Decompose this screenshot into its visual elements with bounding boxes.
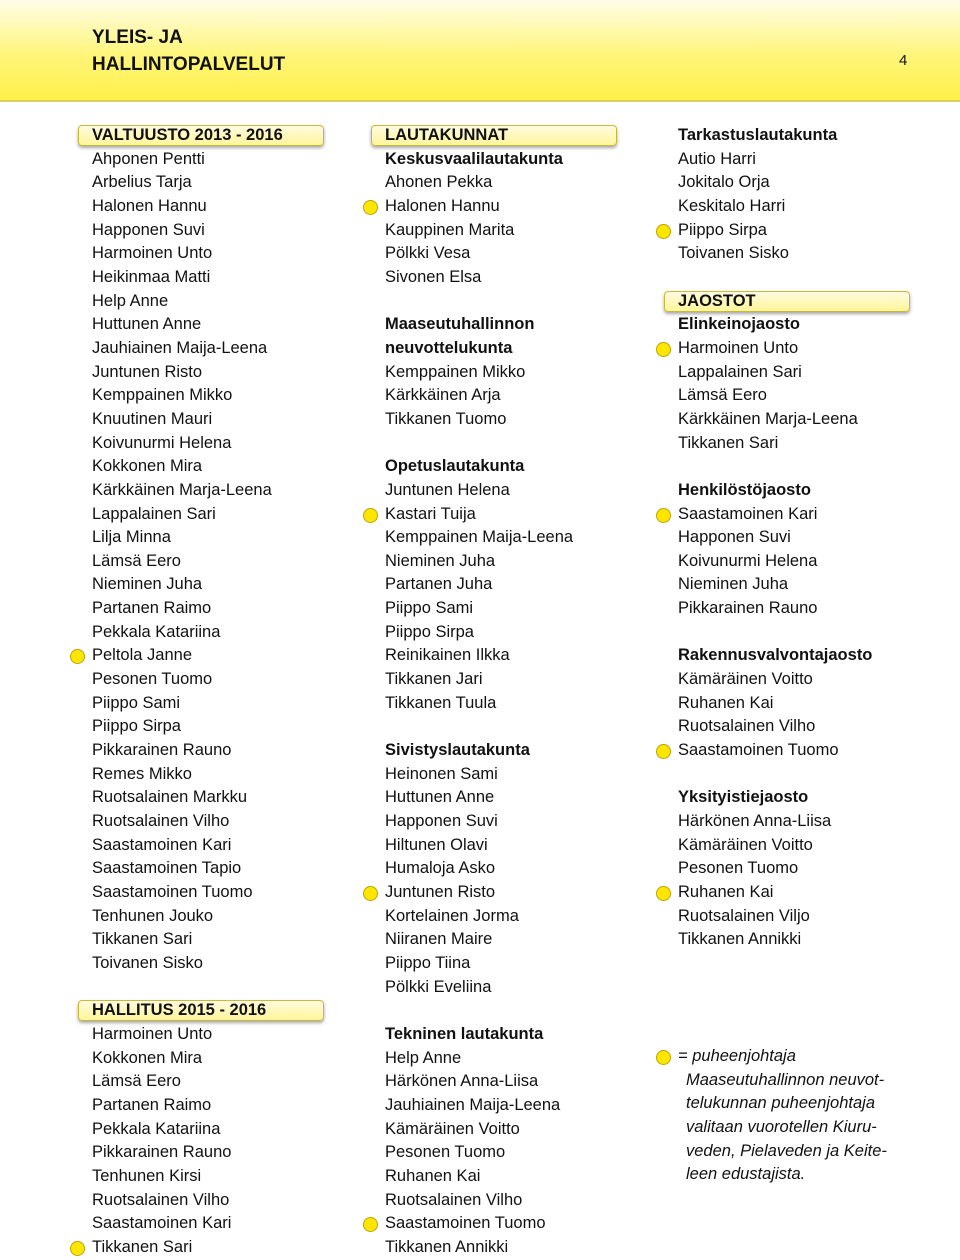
list-item	[678, 810, 872, 834]
list-item	[92, 644, 283, 668]
building-division-heading: Rakennusvalvontajaosto	[678, 646, 873, 665]
member-name: Saastamoinen Kari	[92, 835, 232, 854]
list-item	[385, 692, 573, 716]
chair-dot-icon	[70, 649, 85, 664]
member-name: Saastamoinen Tuomo	[92, 883, 253, 901]
chair-dot-icon	[363, 1217, 378, 1232]
list-item	[92, 715, 283, 739]
member-name: Toivanen Sisko	[678, 244, 789, 263]
list-item	[678, 526, 872, 550]
member-name: Ruhanen Kai	[678, 693, 774, 712]
technical-board-heading: Tekninen lautakunta	[385, 1024, 544, 1043]
culture-board-heading: Sivistyslautakunta	[385, 741, 530, 760]
list-item	[385, 479, 573, 503]
personnel-division-list	[678, 503, 872, 621]
list-item	[385, 219, 573, 243]
member-name: Halonen Hannu	[92, 196, 207, 215]
list-item	[385, 763, 573, 787]
list-item	[385, 668, 573, 692]
member-name: Härkönen Anna-Liisa	[678, 812, 832, 831]
list-item	[92, 337, 283, 361]
list-item	[678, 384, 872, 408]
list-item	[92, 290, 283, 314]
list-item	[678, 148, 872, 172]
board-member-list	[92, 1023, 283, 1260]
list-item	[678, 597, 872, 621]
member-name: Tenhunen Jouko	[92, 906, 214, 925]
list-item	[678, 834, 872, 858]
list-item	[678, 361, 872, 385]
list-item	[385, 1165, 573, 1189]
list-item	[385, 1094, 573, 1118]
member-name: Autio Harri	[678, 149, 756, 168]
rural-board-heading-1: Maaseutuhallinnon	[385, 315, 535, 334]
list-item	[678, 928, 872, 952]
member-name: Kokkonen Mira	[92, 1048, 203, 1067]
member-name: Ahponen Pentti	[92, 149, 205, 168]
list-item	[678, 715, 872, 739]
list-item	[385, 361, 573, 385]
list-item	[92, 597, 283, 621]
member-name: Kortelainen Jorma	[385, 906, 519, 925]
member-name: Tikkanen Annikki	[678, 930, 802, 949]
member-name: Happonen Suvi	[678, 528, 791, 547]
spacer	[678, 621, 872, 645]
list-item	[385, 810, 573, 834]
member-name: Sivonen Elsa	[385, 267, 482, 286]
member-name: Jauhiainen Maija-Leena	[385, 1095, 561, 1114]
member-name: Kämäräinen Voitto	[385, 1119, 520, 1138]
list-item	[385, 905, 573, 929]
technical-board-list	[385, 1047, 573, 1260]
list-item	[385, 1212, 573, 1236]
spacer	[678, 763, 872, 787]
member-name: Huttunen Anne	[385, 788, 495, 807]
list-item	[678, 408, 872, 432]
building-division-list	[678, 668, 872, 763]
member-name: Piippo Tiina	[385, 953, 471, 972]
list-item	[92, 881, 283, 905]
member-name: Juntunen Risto	[385, 883, 496, 901]
list-item	[385, 1236, 573, 1260]
personnel-division-heading: Henkilöstöjaosto	[678, 480, 811, 499]
member-name: Kemppainen Mikko	[92, 386, 233, 405]
member-name: Jauhiainen Maija-Leena	[92, 338, 268, 357]
column-audit-divisions	[678, 124, 872, 952]
list-item	[92, 1212, 283, 1236]
list-item	[385, 384, 573, 408]
list-item	[92, 857, 283, 881]
member-name: Help Anne	[92, 291, 169, 310]
legend-note-line: Maaseutuhallinnon neuvot-	[686, 1070, 885, 1089]
member-name: Harmoinen Unto	[92, 1024, 213, 1043]
list-item	[92, 1023, 283, 1047]
page-title	[92, 24, 285, 78]
chair-dot-icon	[656, 508, 671, 523]
culture-board-list	[385, 763, 573, 1000]
member-name: Kämäräinen Voitto	[678, 835, 813, 854]
list-item	[92, 1189, 283, 1213]
member-name: Kämäräinen Voitto	[678, 670, 813, 689]
chair-dot-icon	[363, 508, 378, 523]
member-name: Lilja Minna	[92, 528, 171, 547]
list-item	[385, 408, 573, 432]
legend-note-line: telukunnan puheenjohtaja	[686, 1094, 876, 1113]
member-name: Saastamoinen Tapio	[92, 859, 242, 878]
education-board-list	[385, 479, 573, 716]
list-item	[92, 219, 283, 243]
education-board-heading: Opetuslautakunta	[385, 457, 525, 476]
member-name: Saastamoinen Tuomo	[678, 741, 839, 760]
list-item	[385, 573, 573, 597]
list-item	[385, 597, 573, 621]
spacer	[385, 715, 573, 739]
list-item	[678, 905, 872, 929]
list-item	[92, 266, 283, 290]
member-name: Heikinmaa Matti	[92, 267, 211, 286]
list-item	[92, 1094, 283, 1118]
member-name: Tikkanen Sari	[92, 1237, 193, 1256]
list-item	[92, 242, 283, 266]
list-item	[385, 195, 573, 219]
member-name: Kemppainen Maija-Leena	[385, 528, 574, 547]
member-name: Ruotsalainen Vilho	[385, 1190, 523, 1209]
member-name: Tikkanen Sari	[678, 433, 779, 452]
list-item	[678, 503, 872, 527]
member-name: Kauppinen Marita	[385, 220, 515, 239]
list-item	[92, 148, 283, 172]
title-line-1: YLEIS- JA	[92, 27, 183, 48]
member-name: Partanen Raimo	[92, 599, 212, 618]
list-item	[678, 432, 872, 456]
legend-chair-text: = puheenjohtaja	[678, 1047, 796, 1065]
member-name: Partanen Juha	[385, 575, 493, 594]
member-name: Koivunurmi Helena	[92, 433, 232, 452]
list-item	[92, 408, 283, 432]
audit-board-list	[678, 148, 872, 266]
spacer	[92, 976, 283, 1000]
list-item	[92, 195, 283, 219]
list-item	[92, 1047, 283, 1071]
member-name: Piippo Sirpa	[92, 717, 181, 736]
member-name: Kärkkäinen Marja-Leena	[678, 409, 858, 428]
member-name: Heinonen Sami	[385, 764, 498, 783]
list-item	[678, 668, 872, 692]
spacer	[385, 432, 573, 456]
member-name: Harmoinen Unto	[92, 244, 213, 263]
member-name: Nieminen Juha	[385, 551, 496, 570]
member-name: Happonen Suvi	[385, 812, 498, 831]
rural-board-list	[385, 361, 573, 432]
member-name: Piippo Sirpa	[385, 622, 474, 641]
spacer	[385, 290, 573, 314]
list-item	[385, 786, 573, 810]
list-item	[385, 857, 573, 881]
list-item	[92, 526, 283, 550]
road-division-heading: Yksityistiejaosto	[678, 788, 809, 807]
list-item	[92, 928, 283, 952]
list-item	[385, 1070, 573, 1094]
member-name: Ruhanen Kai	[385, 1166, 481, 1185]
list-item	[385, 952, 573, 976]
list-item	[385, 503, 573, 527]
list-item	[678, 242, 872, 266]
list-item	[92, 573, 283, 597]
list-item	[385, 526, 573, 550]
member-name: Ahonen Pekka	[385, 173, 493, 192]
list-item	[385, 171, 573, 195]
board-heading: HALLITUS 2015 - 2016	[92, 999, 283, 1023]
list-item	[385, 1141, 573, 1165]
list-item	[92, 1141, 283, 1165]
member-name: Remes Mikko	[92, 764, 192, 783]
member-name: Humaloja Asko	[385, 859, 496, 878]
council-heading: VALTUUSTO 2013 - 2016	[92, 124, 283, 148]
spacer	[385, 999, 573, 1023]
list-item	[385, 881, 573, 905]
member-name: Pesonen Tuomo	[385, 1143, 506, 1162]
member-name: Toivanen Sisko	[92, 953, 203, 972]
list-item	[92, 763, 283, 787]
list-item	[678, 550, 872, 574]
list-item	[92, 1118, 283, 1142]
member-name: Kokkonen Mira	[92, 457, 203, 476]
spacer	[678, 455, 872, 479]
list-item	[92, 503, 283, 527]
member-name: Tenhunen Kirsi	[92, 1166, 202, 1185]
member-name: Partanen Raimo	[92, 1095, 212, 1114]
member-name: Ruotsalainen Vilho	[92, 812, 230, 831]
list-item	[678, 857, 872, 881]
rural-board-heading-2: neuvottelukunta	[385, 338, 513, 357]
member-name: Tikkanen Tuomo	[385, 409, 507, 428]
member-name: Kärkkäinen Marja-Leena	[92, 480, 272, 499]
chair-dot-icon	[70, 1241, 85, 1256]
business-division-list	[678, 337, 872, 455]
list-item	[92, 313, 283, 337]
list-item	[92, 455, 283, 479]
list-item	[678, 573, 872, 597]
member-name: Nieminen Juha	[92, 575, 203, 594]
list-item	[92, 834, 283, 858]
legend-note	[678, 1069, 887, 1187]
member-name: Lämsä Eero	[92, 551, 181, 570]
member-name: Pikkarainen Rauno	[92, 1143, 232, 1162]
member-name: Knuutinen Mauri	[92, 409, 213, 428]
member-name: Härkönen Anna-Liisa	[385, 1072, 539, 1091]
member-name: Ruotsalainen Vilho	[92, 1190, 230, 1209]
list-item	[678, 195, 872, 219]
list-item	[92, 171, 283, 195]
legend-note-line: valitaan vuorotellen Kiuru-	[686, 1117, 877, 1136]
member-name: Piippo Sami	[385, 599, 474, 618]
member-name: Juntunen Risto	[92, 362, 203, 381]
member-name: Lappalainen Sari	[678, 362, 802, 381]
member-name: Ruotsalainen Vilho	[678, 717, 816, 736]
member-name: Jokitalo Orja	[678, 173, 770, 192]
election-board-list	[385, 171, 573, 289]
member-name: Juntunen Helena	[385, 480, 510, 499]
chair-dot-icon	[656, 224, 671, 239]
list-item	[92, 384, 283, 408]
list-item	[385, 550, 573, 574]
list-item	[92, 432, 283, 456]
road-division-list	[678, 810, 872, 952]
page-header	[0, 0, 960, 102]
member-name: Arbelius Tarja	[92, 173, 192, 192]
boards-heading: LAUTAKUNNAT	[385, 124, 573, 148]
member-name: Keskitalo Harri	[678, 196, 786, 215]
list-item	[385, 928, 573, 952]
member-name: Tikkanen Jari	[385, 670, 483, 689]
list-item	[678, 881, 872, 905]
list-item	[385, 644, 573, 668]
member-name: Kärkkäinen Arja	[385, 386, 501, 405]
member-name: Tikkanen Sari	[92, 930, 193, 949]
legend-note-line: leen edustajista.	[686, 1165, 806, 1184]
list-item	[92, 810, 283, 834]
member-name: Pesonen Tuomo	[92, 670, 213, 689]
list-item	[678, 337, 872, 361]
council-member-list	[92, 148, 283, 976]
list-item	[385, 242, 573, 266]
chair-dot-icon	[656, 886, 671, 901]
legend	[678, 1045, 887, 1187]
list-item	[92, 1236, 283, 1260]
title-line-2: HALLINTOPALVELUT	[92, 54, 286, 75]
list-item	[385, 266, 573, 290]
member-name: Reinikainen Ilkka	[385, 646, 510, 665]
column-boards	[385, 124, 573, 1260]
divisions-heading: JAOSTOT	[678, 290, 872, 314]
member-name: Pikkarainen Rauno	[678, 599, 818, 618]
list-item	[92, 786, 283, 810]
list-item	[385, 1047, 573, 1071]
page-number: 4	[899, 52, 908, 69]
member-name: Piippo Sami	[92, 693, 181, 712]
election-board-heading: Keskusvaalilautakunta	[385, 149, 563, 168]
member-name: Help Anne	[385, 1048, 462, 1067]
member-name: Piippo Sirpa	[678, 220, 767, 239]
list-item	[385, 834, 573, 858]
member-name: Pölkki Eveliina	[385, 977, 492, 996]
member-name: Tikkanen Annikki	[385, 1237, 509, 1256]
list-item	[92, 479, 283, 503]
member-name: Pekkala Katariina	[92, 622, 221, 641]
list-item	[92, 1070, 283, 1094]
list-item	[92, 739, 283, 763]
spacer	[678, 266, 872, 290]
list-item	[678, 692, 872, 716]
member-name: Koivunurmi Helena	[678, 551, 818, 570]
list-item	[92, 621, 283, 645]
member-name: Tikkanen Tuula	[385, 693, 497, 712]
legend-note-line: veden, Pielaveden ja Keite-	[686, 1141, 887, 1160]
member-name: Niiranen Maire	[385, 930, 493, 949]
member-name: Harmoinen Unto	[678, 338, 799, 357]
audit-board-heading: Tarkastuslautakunta	[678, 126, 838, 144]
member-name: Pikkarainen Rauno	[92, 741, 232, 760]
member-name: Hiltunen Olavi	[385, 835, 488, 854]
list-item	[92, 692, 283, 716]
legend-chair	[678, 1045, 887, 1069]
list-item	[385, 1118, 573, 1142]
chair-dot-icon	[363, 200, 378, 215]
list-item	[385, 621, 573, 645]
member-name: Saastamoinen Kari	[678, 504, 818, 523]
list-item	[92, 905, 283, 929]
chair-dot-icon	[363, 886, 378, 901]
column-council	[92, 124, 283, 1260]
member-name: Nieminen Juha	[678, 575, 789, 594]
chair-dot-icon	[656, 1050, 671, 1065]
member-name: Pekkala Katariina	[92, 1119, 221, 1138]
member-name: Peltola Janne	[92, 646, 192, 665]
chair-dot-icon	[656, 342, 671, 357]
member-name: Huttunen Anne	[92, 315, 202, 334]
list-item	[678, 171, 872, 195]
member-name: Kastari Tuija	[385, 504, 476, 523]
member-name: Saastamoinen Tuomo	[385, 1214, 546, 1233]
list-item	[678, 219, 872, 243]
list-item	[92, 361, 283, 385]
business-division-heading: Elinkeinojaosto	[678, 315, 800, 334]
list-item	[385, 1189, 573, 1213]
list-item	[385, 976, 573, 1000]
list-item	[92, 550, 283, 574]
member-name: Ruhanen Kai	[678, 883, 774, 901]
member-name: Pölkki Vesa	[385, 244, 471, 263]
member-name: Ruotsalainen Viljo	[678, 906, 810, 925]
list-item	[92, 1165, 283, 1189]
member-name: Lämsä Eero	[92, 1072, 181, 1091]
member-name: Saastamoinen Kari	[92, 1214, 232, 1233]
member-name: Ruotsalainen Markku	[92, 788, 247, 807]
list-item	[92, 952, 283, 976]
list-item	[678, 739, 872, 763]
member-name: Lappalainen Sari	[92, 504, 216, 523]
list-item	[92, 668, 283, 692]
member-name: Halonen Hannu	[385, 196, 500, 215]
chair-dot-icon	[656, 744, 671, 759]
member-name: Happonen Suvi	[92, 220, 205, 239]
member-name: Pesonen Tuomo	[678, 859, 799, 878]
member-name: Kemppainen Mikko	[385, 362, 526, 381]
member-name: Lämsä Eero	[678, 386, 767, 405]
